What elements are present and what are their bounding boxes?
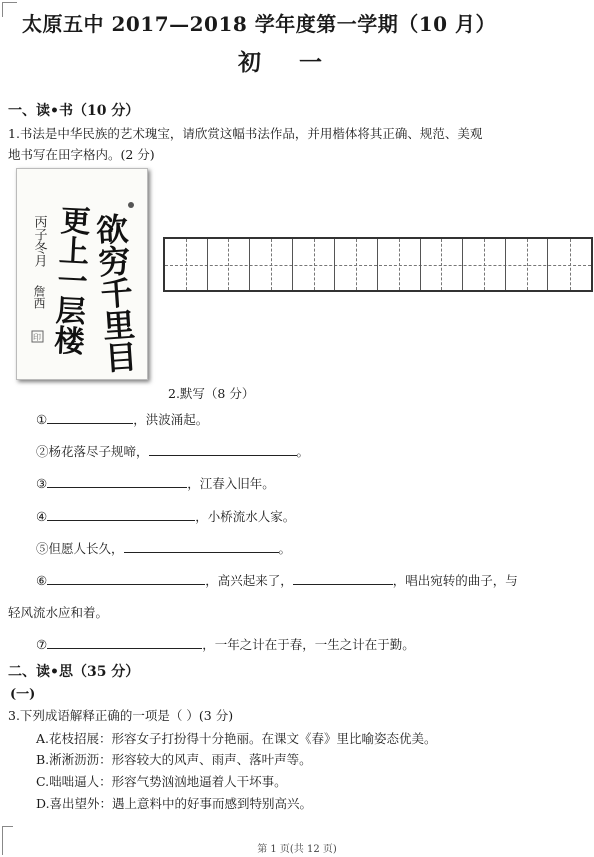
calligraphy-artwork xyxy=(16,168,148,380)
q3-option-d[interactable]: D.喜出望外：遇上意料中的好事而感到特别高兴。 xyxy=(36,796,313,811)
dictation-blank-5[interactable] xyxy=(124,540,279,553)
grid-cell-vertical-guide xyxy=(271,239,272,290)
dictation-item-6-continued: 轻风流水应和着。 xyxy=(8,605,109,620)
dictation-blank-7[interactable] xyxy=(47,636,202,649)
grid-cell[interactable] xyxy=(293,239,336,290)
calligraphy-inscription: 丙子冬月 xyxy=(31,215,47,267)
calligraphy-drawing xyxy=(17,169,147,379)
grid-cell-vertical-guide xyxy=(570,239,571,290)
seal-text: 印 xyxy=(33,333,41,342)
tianzige-grid[interactable] xyxy=(163,237,593,292)
grid-cell-vertical-guide xyxy=(186,239,187,290)
q3-option-b[interactable]: B.淅淅沥沥：形容较大的风声、雨声、落叶声等。 xyxy=(36,752,312,767)
grid-cell[interactable] xyxy=(208,239,251,290)
dictation-item-3: ③ ，江春入旧年。 xyxy=(36,476,275,491)
q3-text: 3.下列成语解释正确的一项是（ ）(3 分) xyxy=(8,708,234,723)
section-1-heading: 一、读•书（10 分） xyxy=(8,103,140,119)
q1-text-line2: 地书写在田字格内。(2 分) xyxy=(8,147,155,162)
grid-cell-vertical-guide xyxy=(356,239,357,290)
seal-dot xyxy=(128,202,134,208)
dictation-item-4: ④ ，小桥流水人家。 xyxy=(36,509,296,524)
dictation-item-7: ⑦ ，一年之计在于春，一生之计在于勤。 xyxy=(36,637,415,652)
q3-option-a[interactable]: A.花枝招展：形容女子打扮得十分艳丽。在课文《春》里比喻姿态优美。 xyxy=(36,731,437,746)
dictation-item-6: ⑥ ，高兴起来了， ，唱出宛转的曲子，与 xyxy=(36,573,518,588)
grid-cell-vertical-guide xyxy=(314,239,315,290)
calligraphy-signature: 詹西 xyxy=(32,285,46,309)
grid-cell[interactable] xyxy=(165,239,208,290)
dictation-blank-1[interactable] xyxy=(47,411,133,424)
dictation-item-5: ⑤但愿人长久， 。 xyxy=(36,541,292,556)
grid-cell[interactable] xyxy=(463,239,506,290)
dictation-blank-6a[interactable] xyxy=(47,572,205,585)
crop-mark-top-left xyxy=(2,2,17,17)
grid-cell-vertical-guide xyxy=(399,239,400,290)
q2-heading: 2.默写（8 分） xyxy=(168,386,255,401)
subsection-label: (一) xyxy=(10,687,36,702)
dictation-item-1: ① ，洪波涌起。 xyxy=(36,412,209,427)
crop-mark-bottom-left xyxy=(2,826,13,855)
calligraphy-char-1: 欲穷千里目 xyxy=(90,211,140,374)
dictation-blank-2[interactable] xyxy=(149,443,297,456)
grid-cell[interactable] xyxy=(378,239,421,290)
grid-cell-vertical-guide xyxy=(484,239,485,290)
grid-cell[interactable] xyxy=(250,239,293,290)
grid-cell[interactable] xyxy=(335,239,378,290)
exam-title: 太原五中 2017—2018 学年度第一学期（10 月） xyxy=(22,12,497,36)
dictation-blank-6b[interactable] xyxy=(293,572,393,585)
grid-cell-vertical-guide xyxy=(527,239,528,290)
dictation-item-2: ②杨花落尽子规啼， 。 xyxy=(36,444,310,459)
section-2-heading: 二、读•思（35 分） xyxy=(8,664,140,680)
grid-cell-vertical-guide xyxy=(228,239,229,290)
grid-cell-vertical-guide xyxy=(441,239,442,290)
grade-label: 初 一 xyxy=(238,49,325,76)
calligraphy-char-2: 更上一层楼 xyxy=(47,204,91,356)
q3-option-c[interactable]: C.咄咄逼人：形容气势汹汹地逼着人干坏事。 xyxy=(36,774,287,789)
page-footer: 第 1 页(共 12 页) xyxy=(257,844,337,855)
grid-cell[interactable] xyxy=(548,239,591,290)
grid-cell[interactable] xyxy=(421,239,464,290)
dictation-blank-3[interactable] xyxy=(47,475,187,488)
q1-text-line1: 1.书法是中华民族的艺术瑰宝，请欣赏这幅书法作品，并用楷体将其正确、规范、美观 xyxy=(8,126,483,141)
dictation-blank-4[interactable] xyxy=(47,508,195,521)
grid-cell[interactable] xyxy=(506,239,549,290)
